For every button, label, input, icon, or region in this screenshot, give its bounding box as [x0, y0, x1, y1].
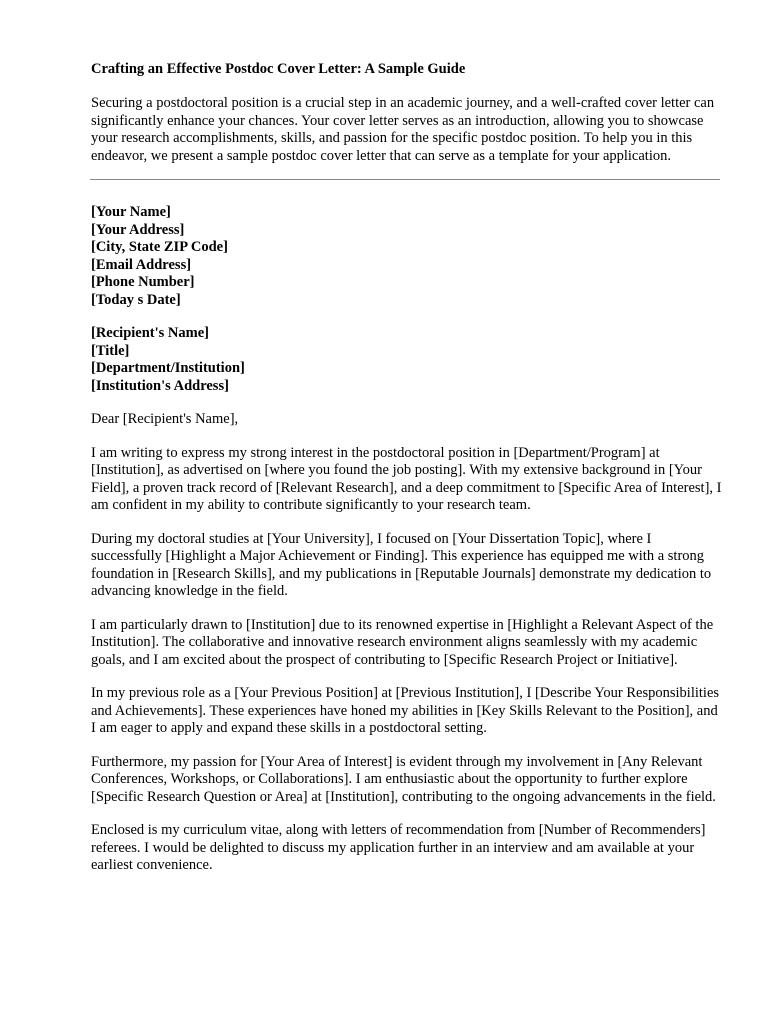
- document-page: [91, 60, 723, 875]
- body-paragraph-6: Enclosed is my curriculum vitae, along with letters of recommendation from [Number of Recommenders] referees. I would be delighted to discuss my application further in an interview and am available at your earliest convenience.: [91, 822, 706, 873]
- section-divider: [90, 179, 720, 180]
- recipient-name: [Recipient's Name]: [91, 325, 209, 341]
- recipient-department: [Department/Institution]: [91, 360, 245, 376]
- body-paragraph-1: I am writing to express my strong interest in the postdoctoral position in [Department/Program] at [Institution], as advertised on [where you found the job posting]. With my extensive background in [Your Field], a proven track record of [Relevant Research], and a deep commitment to [Specific Area of Interest], I am confident in my ability to contribute significantly to your research team.: [91, 444, 722, 513]
- intro-paragraph: Securing a postdoctoral position is a crucial step in an academic journey, and a well-crafted cover letter can significantly enhance your chances. Your cover letter serves as an introduction, allowing you to showcase your research accomplishments, skills, and passion for the specific postdoc position. To help you in this endeavor, we present a sample postdoc cover letter that can serve as a template for your application.: [91, 95, 715, 164]
- body-paragraph-3: I am particularly drawn to [Institution] due to its renowned expertise in [Highlight a Relevant Aspect of the Institution]. The collaborative and innovative research environment aligns seamlessly with my academic goals, and I am excited about the prospect of contributing to [Specific Research Project or Initiative].: [91, 616, 714, 668]
- recipient-address: [Institution's Address]: [91, 377, 229, 394]
- sender-address: [Your Address]: [91, 221, 185, 238]
- body-paragraph-4: In my previous role as a [Your Previous Position] at [Previous Institution], I [Describe Your Responsibilities and Achievements]. These experiences have honed my abilities in [Key Skills Relevant to the Position], and I am eager to apply and expand these skills in a postdoctoral setting.: [91, 685, 720, 736]
- salutation: Dear [Recipient's Name],: [91, 411, 239, 427]
- body-paragraph-5: Furthermore, my passion for [Your Area of Interest] is evident through my involvement in [Any Relevant Conferences, Workshops, or Collaborations]. I am enthusiastic about the opportunity to further explore [Specific Research Question or Area] at [Institution], contributing to the ongoing advancements in the field.: [91, 753, 716, 805]
- recipient-address-block: [91, 325, 723, 395]
- sender-name: [Your Name]: [91, 204, 171, 220]
- document-title: Crafting an Effective Postdoc Cover Letter: A Sample Guide: [91, 61, 466, 77]
- body-paragraph-2: During my doctoral studies at [Your University], I focused on [Your Dissertation Topic], where I successfully [Highlight a Major Achievement or Finding]. This experience has equipped me with a strong foundation in [Research Skills], and my publications in [Reputable Journals] demonstrate my dedication to advancing knowledge in the field.: [91, 530, 712, 599]
- sender-phone: [Phone Number]: [91, 274, 195, 290]
- sender-date: [Today s Date]: [91, 291, 181, 308]
- sender-address-block: [91, 204, 723, 309]
- sender-email: [Email Address]: [91, 256, 192, 273]
- sender-city-state-zip: [City, State ZIP Code]: [91, 239, 228, 255]
- recipient-title: [Title]: [91, 342, 130, 359]
